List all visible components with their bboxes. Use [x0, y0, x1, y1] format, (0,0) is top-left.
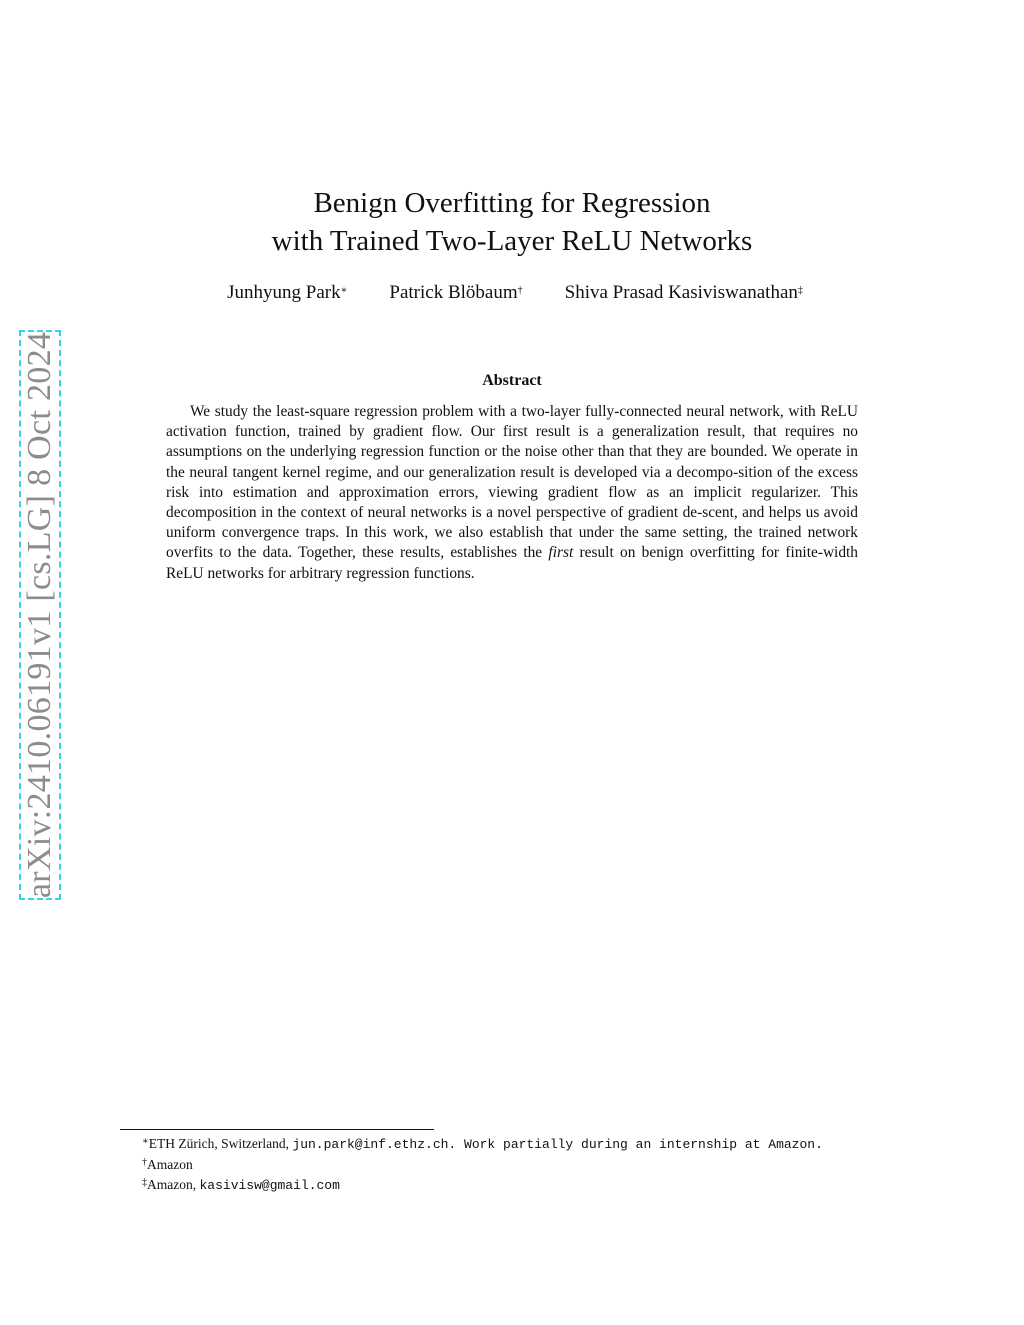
author-3-footnote-mark: ‡ — [797, 285, 803, 296]
footnote-2-affiliation: Amazon — [147, 1157, 193, 1172]
footnote-3-mark: ‡ — [142, 1177, 147, 1188]
abstract-text-part-1: We study the least-square regression problem with a two-layer fully-connected neural network, with ReLU activation function, trained by gradient flow. Our first result is a generalization result, that requires no assumptions on the underlying regression function or the noise other than that they are bounded. We operate in the neural tangent kernel regime, and our generalization result is developed via a decompo-sition of the excess risk into estimation and approximation errors, viewing gradient flow as an implicit regularizer. This decomposition in the context of neural networks is a novel perspective of gradient de-scent, and helps us avoid uniform convergence traps. In this work, we also establish that under the same setting, the trained network overfits to the data. Together, these results, establishes the — [166, 403, 858, 562]
author-2-footnote-mark: † — [517, 285, 523, 296]
abstract-emphasis: first — [548, 544, 574, 562]
author-1-footnote-mark: ∗ — [340, 285, 348, 296]
abstract-text-part-2: result on benign overfitting for finite-width ReLU networks for arbitrary regression functions. — [166, 544, 858, 582]
footnote-1-affiliation: ETH Zürich, Switzerland, — [148, 1136, 293, 1151]
footnote-1 — [120, 1135, 906, 1154]
footnote-3-email: kasivisw@gmail.com — [199, 1178, 340, 1193]
footnotes — [120, 1135, 906, 1197]
author-1 — [227, 281, 347, 305]
author-3 — [565, 281, 803, 305]
author-2-name: Patrick Blöbaum — [389, 282, 518, 303]
paper-title-line-2: with Trained Two-Layer ReLU Networks — [271, 225, 753, 257]
abstract-heading: Abstract — [482, 372, 542, 389]
footnote-1-email: jun.park@inf.ethz.ch. Work partially during an internship at Amazon. — [292, 1137, 823, 1152]
footnote-1-mark: ∗ — [142, 1136, 149, 1147]
arxiv-identifier-text: arXiv:2410.06191v1 [cs.LG] 8 Oct 2024 — [21, 331, 58, 899]
footnote-3 — [120, 1176, 906, 1195]
author-3-name: Shiva Prasad Kasiviswanathan — [564, 282, 798, 303]
paper-title — [212, 184, 812, 260]
abstract-body — [166, 402, 858, 584]
paper-title-line-1: Benign Overfitting for Regression — [313, 187, 711, 219]
author-2 — [389, 281, 522, 305]
footnote-3-affiliation: Amazon, — [147, 1177, 200, 1192]
footnote-2-mark: † — [142, 1157, 147, 1168]
footnote-2 — [120, 1156, 906, 1174]
author-list — [190, 281, 840, 305]
author-1-name: Junhyung Park — [227, 282, 341, 303]
arxiv-identifier-stamp — [19, 330, 61, 900]
footnote-divider — [120, 1129, 434, 1130]
